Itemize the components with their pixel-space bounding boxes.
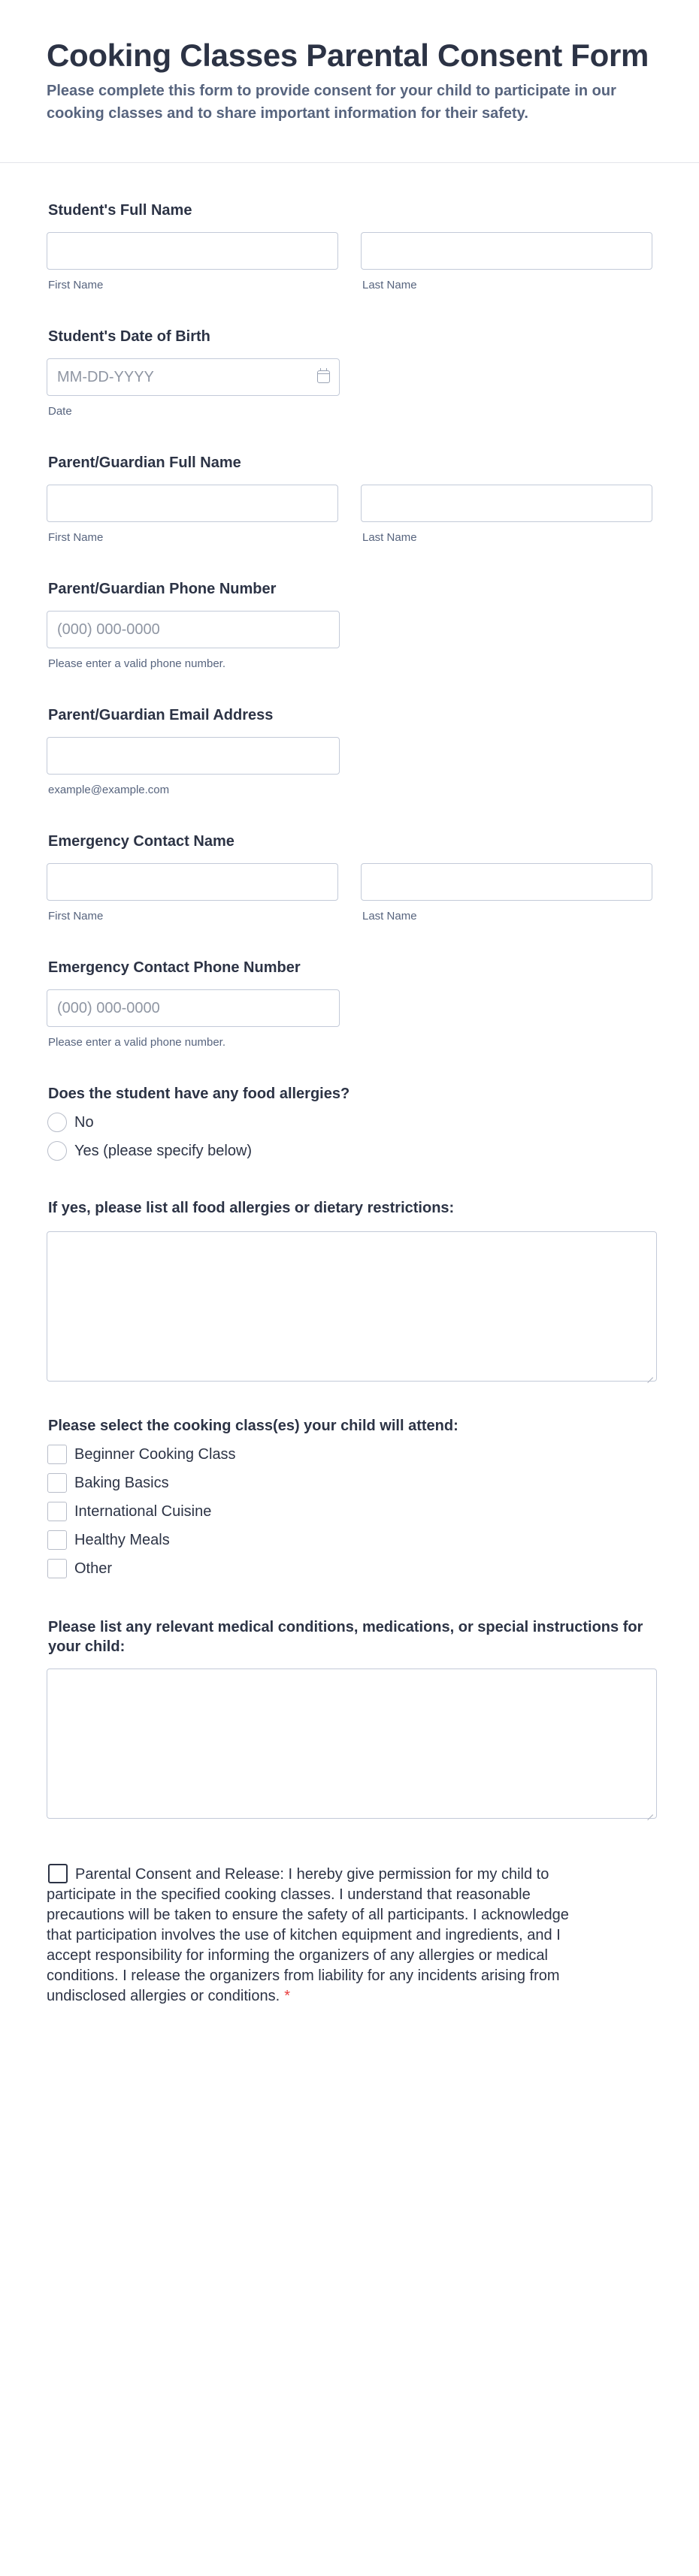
emergency-last-name-input[interactable] — [361, 863, 652, 901]
checkbox[interactable] — [47, 1559, 67, 1578]
guardian-first-name-input[interactable] — [47, 485, 338, 522]
guardian-name-label: Parent/Guardian Full Name — [48, 454, 241, 471]
emergency-phone-label: Emergency Contact Phone Number — [48, 959, 301, 976]
allergies-option-yes[interactable] — [47, 1137, 652, 1165]
class-option-other[interactable] — [47, 1554, 652, 1583]
consent-checkbox[interactable] — [48, 1864, 68, 1883]
guardian-phone-input[interactable] — [47, 611, 340, 648]
student-dob-sublabel: Date — [48, 405, 72, 418]
medical-label: Please list any relevant medical conditions, medications, or special instructions for your child: — [48, 1619, 643, 1655]
guardian-email-label: Parent/Guardian Email Address — [48, 707, 274, 723]
form-body — [0, 201, 699, 2007]
class-option-label: Baking Basics — [74, 1474, 169, 1491]
class-option-baking[interactable] — [47, 1469, 652, 1497]
student-dob-placeholder: MM-DD-YYYY — [57, 369, 154, 385]
guardian-phone-sublabel: Please enter a valid phone number. — [48, 657, 225, 670]
emergency-last-name-sublabel: Last Name — [362, 910, 417, 923]
guardian-email-input[interactable] — [47, 737, 340, 775]
guardian-phone-label: Parent/Guardian Phone Number — [48, 581, 277, 597]
guardian-name-question — [47, 453, 652, 545]
emergency-phone-question — [47, 958, 652, 1049]
medical-textarea[interactable] — [47, 1669, 657, 1819]
consent-question — [47, 1864, 652, 2007]
checkbox[interactable] — [47, 1530, 67, 1550]
student-dob-question — [47, 327, 652, 418]
student-name-question — [47, 201, 652, 292]
class-option-beginner[interactable] — [47, 1440, 652, 1469]
emergency-first-name-sublabel: First Name — [48, 910, 104, 923]
student-last-name-sublabel: Last Name — [362, 279, 417, 291]
guardian-phone-placeholder: (000) 000-0000 — [57, 621, 160, 638]
allergies-question — [47, 1084, 652, 1165]
emergency-phone-input[interactable] — [47, 989, 340, 1027]
emergency-phone-placeholder: (000) 000-0000 — [57, 1000, 160, 1016]
form-subtitle: Please complete this form to provide consent for your child to participate in our cooking classes and to share important information for their safety. — [47, 83, 616, 122]
emergency-name-question — [47, 832, 652, 923]
student-name-label: Student's Full Name — [48, 202, 192, 219]
class-option-healthy[interactable] — [47, 1526, 652, 1554]
guardian-last-name-input[interactable] — [361, 485, 652, 522]
class-option-label: Beginner Cooking Class — [74, 1445, 236, 1463]
allergies-option-no[interactable] — [47, 1108, 652, 1137]
allergy-details-label: If yes, please list all food allergies or dietary restrictions: — [48, 1200, 455, 1216]
class-option-international[interactable] — [47, 1497, 652, 1526]
checkbox[interactable] — [47, 1473, 67, 1493]
guardian-email-question — [47, 705, 652, 797]
allergies-option-label: No — [74, 1113, 94, 1131]
allergies-option-label: Yes (please specify below) — [74, 1142, 253, 1159]
emergency-first-name-input[interactable] — [47, 863, 338, 901]
required-asterisk: * — [284, 1988, 290, 2004]
guardian-last-name-sublabel: Last Name — [362, 531, 417, 544]
guardian-phone-question — [47, 579, 652, 671]
student-last-name-input[interactable] — [361, 232, 652, 270]
radio-button[interactable] — [47, 1141, 67, 1161]
resize-handle-icon[interactable] — [646, 1370, 653, 1378]
student-dob-label: Student's Date of Birth — [48, 328, 210, 345]
consent-text: Parental Consent and Release: I hereby give permission for my child to participate in the specified cooking classes. I understand that reasonable precautions will be taken to ensure the safety of all participants. I acknowledge that participation involves the use of kitchen equipment and ingredients, and I accept responsibility for informing the organizers of any allergies or medical conditions. I release the organizers from liability for any incidents arising from undisclosed allergies or conditions. — [47, 1866, 569, 2004]
classes-question — [47, 1416, 652, 1583]
resize-handle-icon[interactable] — [646, 1807, 653, 1815]
guardian-email-sublabel: example@example.com — [48, 784, 170, 796]
emergency-name-label: Emergency Contact Name — [48, 833, 235, 850]
allergy-details-textarea[interactable] — [47, 1231, 657, 1382]
consent-block — [47, 1864, 588, 2007]
student-first-name-sublabel: First Name — [48, 279, 104, 291]
form-header — [0, 0, 699, 163]
class-option-label: Healthy Meals — [74, 1531, 170, 1548]
emergency-phone-sublabel: Please enter a valid phone number. — [48, 1036, 225, 1049]
form-title: Cooking Classes Parental Consent Form — [47, 38, 649, 73]
class-option-label: Other — [74, 1560, 113, 1577]
guardian-first-name-sublabel: First Name — [48, 531, 104, 544]
student-dob-input[interactable] — [47, 358, 340, 396]
radio-button[interactable] — [47, 1113, 67, 1132]
classes-label: Please select the cooking class(es) your child will attend: — [48, 1418, 458, 1434]
checkbox[interactable] — [47, 1445, 67, 1464]
class-option-label: International Cuisine — [74, 1502, 212, 1520]
calendar-icon[interactable] — [317, 370, 330, 383]
allergy-details-question — [47, 1198, 652, 1382]
checkbox[interactable] — [47, 1502, 67, 1521]
medical-question — [47, 1617, 652, 1819]
student-first-name-input[interactable] — [47, 232, 338, 270]
allergies-label: Does the student have any food allergies? — [48, 1086, 350, 1102]
